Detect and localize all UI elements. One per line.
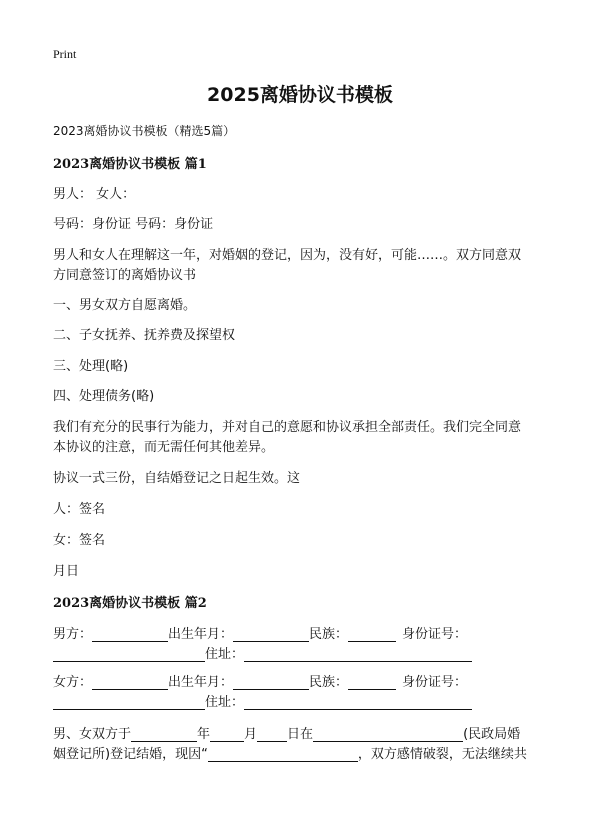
male-address-blank	[244, 648, 472, 662]
item-3: 三、处理(略)	[53, 359, 129, 374]
intro-line-1: 男人和女人在理解这一年，对婚姻的登记，因为，没有好，可能……。双方同意双	[53, 248, 522, 263]
bureau-label: (民政局婚	[463, 727, 521, 742]
intro-line-2: 方同意签订的离婚协议书	[53, 268, 197, 283]
male-id-label: 身份证号：	[402, 627, 468, 642]
marriage-line2-start: 姻登记所)登记结婚，现因“	[53, 747, 208, 762]
sign-woman: 女：签名	[53, 533, 106, 548]
print-label: Print	[53, 47, 77, 61]
female-id-blank	[53, 696, 205, 710]
marriage-line-2	[53, 743, 527, 762]
male-address-row	[53, 643, 472, 662]
section1-heading: 2023离婚协议书模板 篇1	[53, 157, 207, 172]
male-name-blank	[92, 628, 168, 642]
year-label: 年	[197, 727, 211, 742]
male-address-label: 住址：	[205, 647, 245, 662]
date-line: 月日	[53, 564, 80, 579]
item-2: 二、子女抚养、抚养费及探望权	[53, 328, 236, 343]
item-4: 四、处理债务(略)	[53, 389, 155, 404]
female-address-label: 住址：	[205, 695, 245, 710]
female-birth-blank	[233, 676, 309, 690]
female-id-label: 身份证号：	[402, 675, 468, 690]
day-at-label: 日在	[287, 727, 314, 742]
statement-line-2: 本协议的注意，而无需任何其他差异。	[53, 440, 275, 455]
reason-blank	[208, 748, 358, 762]
section2-heading: 2023离婚协议书模板 篇2	[53, 596, 207, 611]
male-birth-label: 出生年月：	[168, 627, 234, 642]
male-ethnicity-label: 民族：	[309, 627, 349, 642]
parties-line: 男人： 女人：	[53, 187, 136, 202]
sign-man: 人：签名	[53, 502, 106, 517]
marriage-month-blank	[210, 728, 244, 742]
female-birth-label: 出生年月：	[168, 675, 234, 690]
male-birth-blank	[233, 628, 309, 642]
marriage-line-1	[53, 723, 520, 742]
female-label: 女方：	[53, 675, 93, 690]
bureau-blank	[313, 728, 463, 742]
marriage-line2-end: ，双方感情破裂，无法继续共	[357, 747, 527, 762]
marriage-year-blank	[131, 728, 197, 742]
female-ethnicity-label: 民族：	[309, 675, 349, 690]
marriage-prefix: 男、女双方于	[53, 727, 132, 742]
id-line: 号码：身份证 号码：身份证	[53, 217, 214, 232]
male-ethnicity-blank	[348, 628, 396, 642]
page-title: 2025离婚协议书模板	[207, 84, 393, 106]
female-address-row	[53, 691, 472, 710]
marriage-day-blank	[257, 728, 287, 742]
female-name-blank	[92, 676, 168, 690]
female-ethnicity-blank	[348, 676, 396, 690]
female-address-blank	[244, 696, 472, 710]
effect-line: 协议一式三份，自结婚登记之日起生效。这	[53, 471, 301, 486]
male-id-blank	[53, 648, 205, 662]
item-1: 一、男女双方自愿离婚。	[53, 298, 197, 313]
month-label: 月	[244, 727, 258, 742]
document-subtitle: 2023离婚协议书模板（精选5篇）	[53, 124, 236, 138]
male-label: 男方：	[53, 627, 93, 642]
male-info-row	[53, 623, 467, 642]
female-info-row	[53, 671, 467, 690]
statement-line-1: 我们有充分的民事行为能力，并对自己的意愿和协议承担全部责任。我们完全同意	[53, 420, 522, 435]
